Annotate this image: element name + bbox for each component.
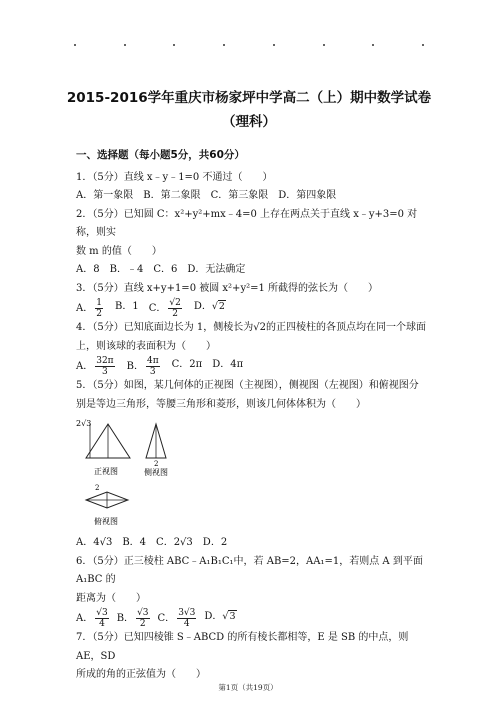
header-dots — [74, 44, 424, 46]
top-view — [86, 492, 128, 508]
question-7-stem-line1: 7．（5分）已知四棱锥 S﹣ABCD 的所有棱长都相等，E 是 SB 的中点，则 AE，SD — [76, 632, 409, 662]
question-5-stem-line2: 别是等边三角形，等腰三角形和菱形，则该几何体体积为（ ） — [76, 398, 366, 410]
label-2-top: 2 — [95, 484, 100, 492]
numerator: 4π — [146, 356, 159, 366]
numerator: 1 — [96, 298, 102, 308]
option-label: D． — [204, 611, 223, 622]
denominator: 2 — [139, 619, 146, 629]
option-label: B． — [126, 361, 144, 372]
side-view — [146, 424, 166, 458]
option-label: C． — [148, 303, 167, 314]
dot — [323, 44, 325, 46]
dot — [223, 44, 225, 46]
label-side-view: 侧视图 — [144, 468, 168, 477]
question-4-stem-line1: 4．（5分）已知底面边长为 1，侧棱长为√2的正四棱柱的各顶点均在同一个球面 — [76, 322, 426, 333]
question-3-stem: 3．（5分）直线 x+y+1=0 被圆 x²+y²=1 所截得的弦长为（ ） — [76, 282, 379, 294]
option-b: B．4 — [122, 537, 147, 548]
dot — [74, 44, 76, 46]
denominator: 4 — [183, 619, 190, 629]
fraction — [136, 608, 149, 629]
option-a: A．第一象限 — [76, 190, 134, 201]
numerator: √3 — [137, 608, 149, 618]
dot — [173, 44, 175, 46]
denominator: 2 — [96, 309, 102, 319]
option-c — [158, 608, 199, 629]
numerator: 3√3 — [178, 608, 196, 618]
numerator: 32π — [96, 356, 114, 366]
option-b: B．第二象限 — [143, 190, 201, 201]
fraction — [95, 298, 103, 319]
question-4-options — [76, 356, 432, 377]
dot — [422, 44, 424, 46]
question-3-options — [76, 298, 432, 319]
option-b: B．﹣4 — [109, 264, 144, 275]
numerator: √2 — [169, 298, 181, 308]
label-2-side: 2 — [154, 460, 159, 468]
page-title: 2015-2016学年重庆市杨家坪中学高二（上）期中数学试卷（理科） — [66, 90, 432, 130]
question-4-stem-line2: 上，则该球的表面积为（ ） — [76, 340, 216, 352]
option-d: D．4π — [212, 359, 244, 370]
denominator: 3 — [149, 367, 156, 377]
option-label: A． — [76, 613, 94, 624]
option-a — [76, 608, 111, 629]
sqrt: √3 — [222, 611, 236, 622]
option-label: A． — [76, 303, 94, 314]
option-label: A． — [76, 361, 94, 372]
label-top-view: 俯视图 — [94, 517, 118, 526]
denominator: 3 — [102, 367, 108, 377]
question-5-options — [76, 534, 432, 553]
question-1-options — [76, 187, 432, 206]
option-c: C．6 — [153, 264, 178, 275]
label-front-view: 正视图 — [94, 467, 118, 476]
option-c — [149, 298, 184, 319]
denominator: 4 — [99, 619, 105, 629]
front-view — [86, 424, 130, 458]
question-2-stem-line2: 数 m 的值（ ） — [76, 245, 162, 257]
option-label: C． — [157, 613, 176, 624]
dot — [124, 44, 126, 46]
question-6-options — [76, 608, 432, 629]
question-7-stem-line2: 所成的角的正弦值为（ ） — [76, 669, 206, 680]
label-2sqrt3: 2√3 — [76, 419, 92, 428]
fraction — [95, 608, 108, 629]
option-a: A．8 — [76, 264, 100, 275]
page-footer: 第1页（共19页） — [218, 683, 278, 692]
option-b — [117, 608, 152, 629]
option-d — [204, 608, 236, 629]
three-view-drawing — [76, 414, 236, 534]
numerator: √3 — [96, 608, 108, 618]
option-c: C．第三象限 — [210, 190, 269, 201]
section-heading: 一、选择题（每小题5分，共60分） — [76, 149, 245, 161]
fraction — [177, 608, 196, 629]
option-c: C．2√3 — [156, 537, 193, 548]
three-view-figure — [76, 414, 432, 534]
option-b — [127, 356, 162, 377]
option-d: D．2 — [202, 537, 228, 548]
option-a — [76, 356, 117, 377]
fraction — [168, 298, 181, 319]
question-2-stem-line1: 2．（5分）已知圆 C：x²+y²+mx﹣4=0 上存在两点关于直线 x﹣y+3=0 对称，则实 — [76, 208, 418, 238]
option-d: D．无法确定 — [187, 264, 246, 275]
option-c: C．2π — [171, 359, 203, 370]
dot — [273, 44, 275, 46]
question-6-stem-line2: 距离为（ ） — [76, 592, 146, 604]
dot — [372, 44, 374, 46]
question-1-stem: 1．（5分）直线 x﹣y﹣1=0 不通过（ ） — [76, 171, 273, 183]
option-b: B．1 — [114, 301, 139, 312]
option-d: D．第四象限 — [278, 190, 337, 201]
question-2-options — [76, 261, 432, 280]
question-6-stem-line1: 6．（5分）正三棱柱 ABC﹣A₁B₁C₁中，若 AB=2，AA₁=1，若则点 A 到平面 A₁BC 的 — [76, 555, 423, 585]
option-a — [76, 298, 105, 319]
denominator: 2 — [172, 309, 178, 319]
sqrt: √2 — [211, 301, 225, 312]
fraction — [95, 356, 114, 377]
option-a: A．4√3 — [76, 537, 113, 548]
question-5-stem-line1: 5．（5分）如图，某几何体的正视图（主视图），侧视图（左视图）和俯视图分 — [76, 380, 419, 391]
option-label: B． — [116, 613, 135, 624]
option-label: D． — [193, 301, 212, 312]
option-d — [194, 298, 226, 319]
radicand: 3 — [229, 611, 236, 622]
fraction — [146, 356, 160, 377]
radicand: 2 — [218, 301, 225, 312]
exam-content — [76, 146, 432, 685]
